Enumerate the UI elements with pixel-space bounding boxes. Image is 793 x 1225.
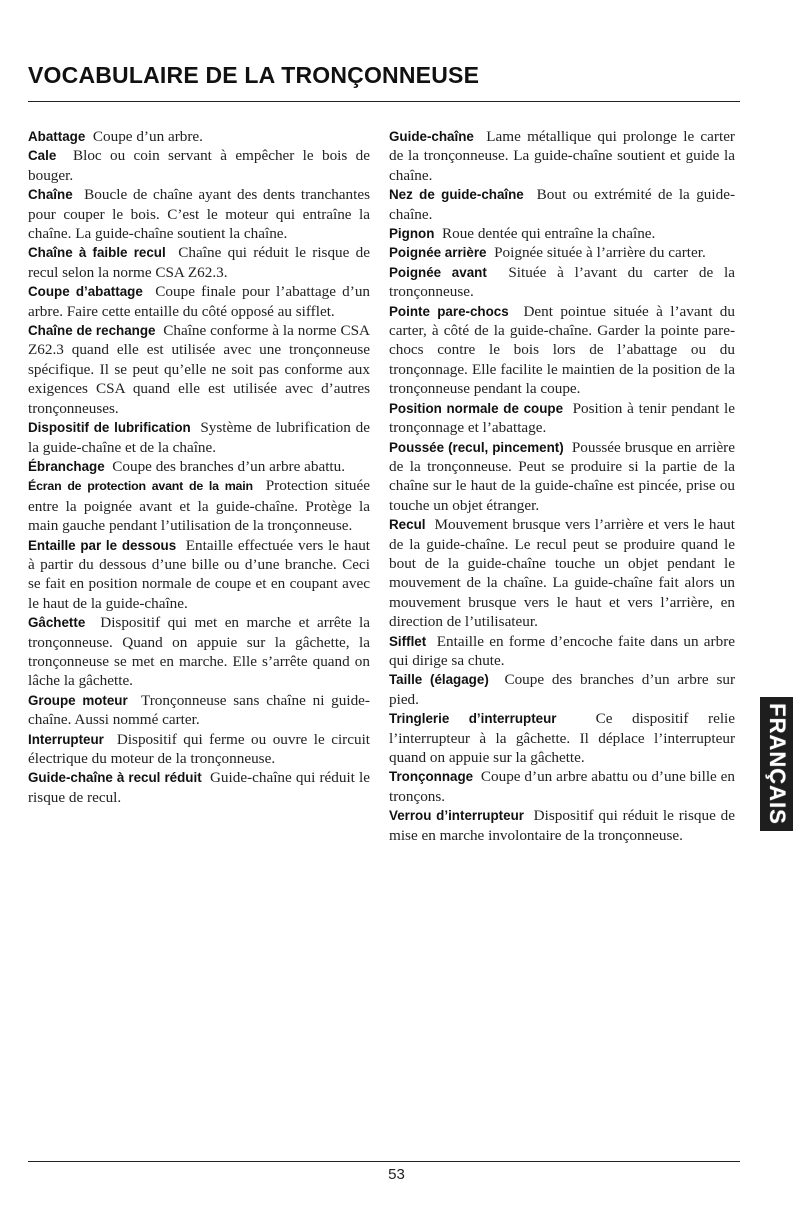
glossary-definition: Dent pointue située à l’avant du carter, à côté de la guide-chaîne. Garder la pointe pare-chocs contre le bois lors de l’abattage ou du tronçonnage. Elle facilite le maintien de la position de la tronçonneuse pendant la coupe. [389,302,735,398]
glossary-definition: Coupe d’un arbre. [92,128,203,145]
glossary-entry [28,536,370,614]
glossary-entry [389,438,735,516]
footer-divider [28,1161,740,1162]
glossary-entry [389,185,735,224]
glossary-term: Chaîne de rechange [28,323,156,339]
glossary-entry [28,730,370,769]
glossary-term: Nez de guide-chaîne [389,187,524,203]
glossary-entry [389,709,735,767]
glossary-term: Sifflet [389,633,427,649]
glossary-definition: Position à tenir pendant le tronçonnage et l’abattage. [389,399,736,437]
glossary-term: Entaille par le dessous [28,537,177,553]
page-title: VOCABULAIRE DE LA TRONÇONNEUSE [28,62,480,88]
glossary-entry [389,263,735,302]
glossary-term: Position normale de coupe [389,400,564,416]
glossary-definition: Entaille effectuée vers le haut à partir du dessous d’une bille ou d’une branche. Ceci se fait en position normale de coupe et en coupant avec le haut de la guide-chaîne. [28,536,371,612]
glossary-definition: Roue dentée qui entraîne la chaîne. [441,225,656,243]
glossary-definition: Dispositif qui ferme ou ouvre le circuit électrique du moteur de la tronçonneuse. [28,730,371,767]
glossary-definition: Coupe des branches d’un arbre sur pied. [389,671,736,708]
glossary-definition: Située à l’avant du carter de la tronçonneuse. [389,263,735,301]
glossary-term: Pignon [389,226,435,242]
glossary-term: Gâchette [28,615,86,631]
glossary-entry [389,127,735,185]
glossary-entry [28,691,370,730]
glossary-term: Cale [28,148,57,164]
glossary-entry [389,806,735,845]
glossary-term: Interrupteur [28,731,104,747]
glossary-entry [389,224,735,243]
glossary-term: Pointe pare-chocs [389,303,509,319]
language-tab-label: FRANÇAIS [764,703,790,825]
glossary-term: Poignée avant [389,264,487,280]
glossary-definition: Entaille en forme d’encoche faite dans un arbre qui dirige sa chute. [389,632,736,669]
glossary-definition: Bloc ou coin servant à empêcher le bois de bouger. [28,147,370,184]
glossary-entry [28,146,370,185]
title-divider [28,101,740,102]
glossary-definition: Protection située entre la poignée avant et la guide-chaîne. Protège la main gauche pendant l’utilisation de la tronçonneuse. [28,477,371,535]
glossary-entry [28,613,370,691]
glossary-entry [389,515,735,631]
glossary-term: Abattage [28,129,86,144]
glossary-term: Poussée (recul, pincement) [389,439,564,455]
glossary-term: Chaîne à faible recul [28,245,166,261]
glossary-term: Groupe moteur [28,692,128,708]
glossary-term: Verrou d’interrupteur [389,808,524,824]
glossary-definition: Coupe finale pour l’abattage d’un arbre. Faire cette entaille du côté opposé au sifflet. [28,283,371,320]
glossary-entry [28,321,370,418]
page-number: 53 [388,1166,405,1183]
glossary-definition: Dispositif qui met en marche et arrête la tronçonneuse. Quand on appuie sur la gâchette, la tronçonneuse se met en marche. Elle s’arrête quand on lâche la gâchette. [28,614,371,690]
glossary-term: Coupe d’abattage [28,284,143,300]
glossary-entry [389,632,735,671]
glossary-entry [28,127,370,146]
glossary-entry [389,670,735,709]
glossary-entry [28,282,370,321]
glossary-entry [28,476,370,535]
glossary-entry [389,302,735,399]
glossary-term: Dispositif de lubrification [28,420,191,436]
glossary-term: Tronçonnage [389,769,474,785]
glossary-definition: Lame métallique qui prolonge le carter de la tronçonneuse. La guide-chaîne soutient et guide la chaîne. [389,128,735,184]
glossary-entry [28,768,370,807]
language-tab [760,697,793,831]
glossary-term: Chaîne [28,187,73,203]
glossary-entry [389,243,735,262]
glossary-definition: Coupe d’un arbre abattu ou d’une bille en tronçons. [389,768,736,805]
glossary-entry [389,399,735,438]
glossary-definition: Poignée située à l’arrière du carter. [494,244,706,262]
glossary-term: Tringlerie d’interrupteur [389,711,557,727]
glossary-term: Recul [389,517,426,533]
glossary-entry [28,185,370,243]
glossary-definition: Dispositif qui réduit le risque de mise en marche involontaire de la tronçonneuse. [389,807,736,844]
glossary-definition: Boucle de chaîne ayant des dents tranchantes pour couper le bois. C’est le moteur qui entraîne la chaîne. La guide-chaîne soutient la chaîne. [28,186,371,243]
glossary-definition: Coupe des branches d’un arbre abattu. [112,457,346,475]
glossary-column-right [389,127,735,845]
glossary-entry [28,418,370,457]
glossary-definition: Chaîne conforme à la norme CSA Z62.3 quand elle est utilisée avec une tronçonneuse spécifique. Il se peut qu’elle ne soit pas conforme aux exigences CSA quand elle est utilisée avec d’autres tronçonneuses. [28,322,370,417]
glossary-term: Écran de protection avant de la main [28,479,253,494]
glossary-term: Taille (élagage) [389,672,489,688]
glossary-definition: Système de lubrification de la guide-chaîne et de la chaîne. [28,419,370,456]
glossary-definition: Chaîne qui réduit le risque de recul selon la norme CSA Z62.3. [28,244,371,281]
glossary-definition: Tronçonneuse sans chaîne ni guide-chaîne. Aussi nommé carter. [28,691,370,729]
glossary-term: Ébranchage [28,458,105,474]
glossary-entry [389,767,735,806]
glossary-entry [28,243,370,282]
glossary-definition: Guide-chaîne qui réduit le risque de recul. [28,769,370,806]
glossary-definition: Ce dispositif relie l’interrupteur à la gâchette. Il déplace l’interrupteur quand on appuie sur la gâchette. [389,710,735,766]
glossary-definition: Poussée brusque en arrière de la tronçonneuse. Peut se produire si la partie de la chaîne sur le haut de la guide-chaîne est pincée, prise ou touche un objet étranger. [389,438,735,514]
glossary-term: Guide-chaîne [389,129,474,144]
glossary-entry [28,457,370,476]
glossary-definition: Mouvement brusque vers l’arrière et vers le haut de la guide-chaîne. Le recul peut se produire quand le bout de la guide-chaîne touche un objet pendant le mouvement de la chaîne. La guide-chaîne fait alors un mouvement brusque vers le haut et vers l’arrière, en direction de l’utilisateur. [389,516,736,631]
glossary-term: Poignée arrière [389,245,487,261]
glossary-term: Guide-chaîne à recul réduit [28,770,202,786]
glossary-definition: Bout ou extrémité de la guide-chaîne. [389,186,736,223]
glossary-column-left [28,127,370,807]
